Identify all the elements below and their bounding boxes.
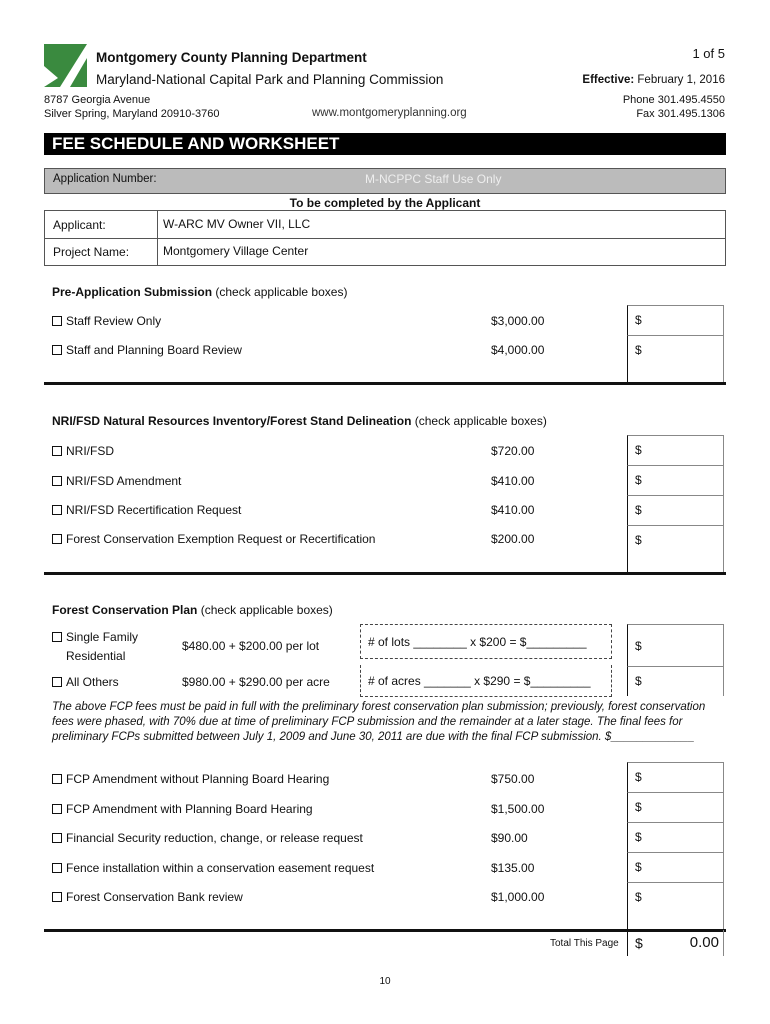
fee-item-nri-amendment[interactable] bbox=[52, 474, 181, 488]
section-divider bbox=[44, 929, 726, 932]
amount-symbol: $ bbox=[635, 343, 642, 357]
checkbox[interactable] bbox=[52, 677, 62, 687]
amount-field[interactable] bbox=[627, 822, 724, 852]
address bbox=[44, 93, 220, 121]
pre-application-hint: (check applicable boxes) bbox=[215, 285, 348, 299]
fcp-note: The above FCP fees must be paid in full with the preliminary forest conservation plan submission; previously, forest conservation fees were phased, with 70% due at time of preliminary FCP submission and the remainder at a later stage. The final fees for preliminary FCPs submitted between July 1, 2009 and June 30, 2011 are due with the final FCP submission. $_____________ bbox=[52, 701, 706, 743]
checkbox[interactable] bbox=[52, 863, 62, 873]
fee-price: $200.00 bbox=[491, 532, 535, 546]
total-field[interactable] bbox=[627, 930, 724, 956]
application-number-bar bbox=[44, 168, 726, 194]
fee-item-label: NRI/FSD bbox=[66, 444, 114, 458]
staff-use-label: M-NCPPC Staff Use Only bbox=[365, 172, 502, 186]
department-name: Montgomery County Planning Department bbox=[96, 50, 367, 65]
total-label: Total This Page bbox=[550, 938, 619, 949]
website-link[interactable]: www.montgomeryplanning.org bbox=[312, 107, 467, 119]
fee-item-label: Forest Conservation Bank review bbox=[66, 890, 243, 904]
project-row bbox=[45, 238, 725, 265]
fee-item-staff-review[interactable] bbox=[52, 314, 161, 328]
fee-item-label: Staff and Planning Board Review bbox=[66, 343, 242, 357]
effective-label: Effective: bbox=[582, 74, 635, 86]
amount-field[interactable] bbox=[627, 305, 724, 335]
fee-item-nri-recertification[interactable] bbox=[52, 503, 241, 517]
amount-symbol: $ bbox=[635, 860, 642, 874]
checkbox[interactable] bbox=[52, 892, 62, 902]
applicant-label: Applicant: bbox=[53, 218, 106, 232]
fee-price: $1,500.00 bbox=[491, 802, 545, 816]
amount-symbol: $ bbox=[635, 473, 642, 487]
fee-item-fc-exemption[interactable] bbox=[52, 532, 375, 546]
phone-number: Phone 301.495.4550 bbox=[622, 94, 725, 106]
effective-value: February 1, 2016 bbox=[637, 74, 725, 86]
commission-name: Maryland-National Capital Park and Planning Commission bbox=[96, 72, 444, 87]
address-line1: 8787 Georgia Avenue bbox=[44, 94, 151, 106]
fee-price: $90.00 bbox=[491, 831, 528, 845]
amount-field[interactable] bbox=[627, 666, 724, 696]
amount-field[interactable] bbox=[627, 435, 724, 465]
nri-title: NRI/FSD Natural Resources Inventory/Forest Stand Delineation bbox=[52, 414, 412, 428]
fee-item-label: FCP Amendment without Planning Board Hearing bbox=[66, 772, 330, 786]
fee-item-staff-planning-board[interactable] bbox=[52, 343, 242, 357]
page-number: 10 bbox=[379, 976, 391, 987]
amount-symbol: $ bbox=[635, 770, 642, 784]
fee-item-fence-installation[interactable] bbox=[52, 861, 374, 875]
checkbox[interactable] bbox=[52, 446, 62, 456]
checkbox[interactable] bbox=[52, 534, 62, 544]
amount-symbol: $ bbox=[635, 674, 642, 688]
page-title: FEE SCHEDULE AND WORKSHEET bbox=[44, 133, 726, 155]
fee-item-fcp-amend-hearing[interactable] bbox=[52, 802, 313, 816]
applicant-row bbox=[45, 211, 725, 239]
amount-field[interactable] bbox=[627, 495, 724, 525]
amount-field[interactable] bbox=[627, 852, 724, 882]
fee-price: $410.00 bbox=[491, 503, 535, 517]
amount-symbol: $ bbox=[635, 639, 642, 653]
lots-calculation-text: # of lots ________ x $200 = $_________ bbox=[368, 635, 587, 649]
nri-hint: (check applicable boxes) bbox=[414, 414, 547, 428]
amount-symbol: $ bbox=[635, 503, 642, 517]
amount-field[interactable] bbox=[627, 624, 724, 666]
applicant-section-heading: To be completed by the Applicant bbox=[289, 196, 481, 210]
checkbox[interactable] bbox=[52, 476, 62, 486]
applicant-field[interactable]: W-ARC MV Owner VII, LLC bbox=[157, 211, 725, 238]
fcp-title: Forest Conservation Plan bbox=[52, 603, 198, 617]
amount-symbol: $ bbox=[635, 890, 642, 904]
fcp-heading bbox=[52, 603, 333, 617]
address-line2: Silver Spring, Maryland 20910-3760 bbox=[44, 108, 220, 120]
page-of: 1 of 5 bbox=[692, 46, 725, 61]
fee-price: $3,000.00 bbox=[491, 314, 545, 328]
project-label: Project Name: bbox=[53, 245, 130, 259]
contact-numbers bbox=[623, 93, 725, 121]
single-family-rate: $480.00 + $200.00 per lot bbox=[182, 639, 320, 653]
applicant-table bbox=[44, 210, 726, 266]
fee-item-label-cont: Residential bbox=[66, 649, 126, 663]
amount-field[interactable] bbox=[627, 335, 724, 365]
amount-symbol: $ bbox=[635, 313, 642, 327]
checkbox[interactable] bbox=[52, 804, 62, 814]
section-divider bbox=[44, 382, 726, 385]
total-currency: $ bbox=[635, 935, 643, 951]
amount-field[interactable] bbox=[627, 792, 724, 822]
fee-item-label: Staff Review Only bbox=[66, 314, 162, 328]
fee-item-financial-security[interactable] bbox=[52, 831, 363, 845]
amount-symbol: $ bbox=[635, 533, 642, 547]
checkbox[interactable] bbox=[52, 505, 62, 515]
amount-field[interactable] bbox=[627, 882, 724, 912]
fee-item-fcp-amend-no-hearing[interactable] bbox=[52, 772, 329, 786]
pre-application-title: Pre-Application Submission bbox=[52, 285, 213, 299]
fee-item-label: Single Family bbox=[66, 630, 139, 644]
fee-price: $720.00 bbox=[491, 444, 535, 458]
acres-calculation-text: # of acres _______ x $290 = $_________ bbox=[368, 674, 591, 688]
fee-price: $135.00 bbox=[491, 861, 535, 875]
fee-item-fc-bank-review[interactable] bbox=[52, 890, 243, 904]
fcp-hint: (check applicable boxes) bbox=[200, 603, 333, 617]
project-name-field[interactable]: Montgomery Village Center bbox=[157, 238, 725, 265]
pre-application-heading bbox=[52, 285, 347, 299]
fee-item-all-others[interactable] bbox=[52, 675, 119, 689]
checkbox[interactable] bbox=[52, 632, 62, 642]
nri-heading bbox=[52, 414, 547, 428]
amount-field[interactable] bbox=[627, 525, 724, 555]
lots-calculation[interactable] bbox=[360, 624, 612, 659]
checkbox[interactable] bbox=[52, 833, 62, 843]
effective-date bbox=[582, 74, 725, 86]
fee-item-label: All Others bbox=[66, 675, 119, 689]
fax-number: Fax 301.495.1306 bbox=[636, 108, 725, 120]
fee-item-single-family[interactable] bbox=[52, 628, 138, 666]
fee-item-label: FCP Amendment with Planning Board Hearing bbox=[66, 802, 313, 816]
fee-item-label: Financial Security reduction, change, or release request bbox=[66, 831, 363, 845]
checkbox[interactable] bbox=[52, 345, 62, 355]
fee-item-label: NRI/FSD Amendment bbox=[66, 474, 182, 488]
fee-item-nri-fsd[interactable] bbox=[52, 444, 114, 458]
total-value: 0.00 bbox=[689, 934, 719, 951]
fee-price: $4,000.00 bbox=[491, 343, 545, 357]
all-others-rate: $980.00 + $290.00 per acre bbox=[182, 675, 330, 689]
fee-price: $410.00 bbox=[491, 474, 535, 488]
fee-price: $1,000.00 bbox=[491, 890, 545, 904]
amount-symbol: $ bbox=[635, 443, 642, 457]
fee-item-label: Forest Conservation Exemption Request or Recertification bbox=[66, 532, 376, 546]
fee-item-label: NRI/FSD Recertification Request bbox=[66, 503, 242, 517]
mncppc-logo-icon bbox=[44, 44, 87, 87]
section-divider bbox=[44, 572, 726, 575]
checkbox[interactable] bbox=[52, 316, 62, 326]
amount-field[interactable] bbox=[627, 465, 724, 495]
acres-calculation[interactable] bbox=[360, 665, 612, 697]
application-number-label: Application Number: bbox=[53, 173, 157, 185]
amount-symbol: $ bbox=[635, 800, 642, 814]
amount-field[interactable] bbox=[627, 762, 724, 792]
amount-symbol: $ bbox=[635, 830, 642, 844]
checkbox[interactable] bbox=[52, 774, 62, 784]
fee-price: $750.00 bbox=[491, 772, 535, 786]
fee-item-label: Fence installation within a conservation easement request bbox=[66, 861, 375, 875]
